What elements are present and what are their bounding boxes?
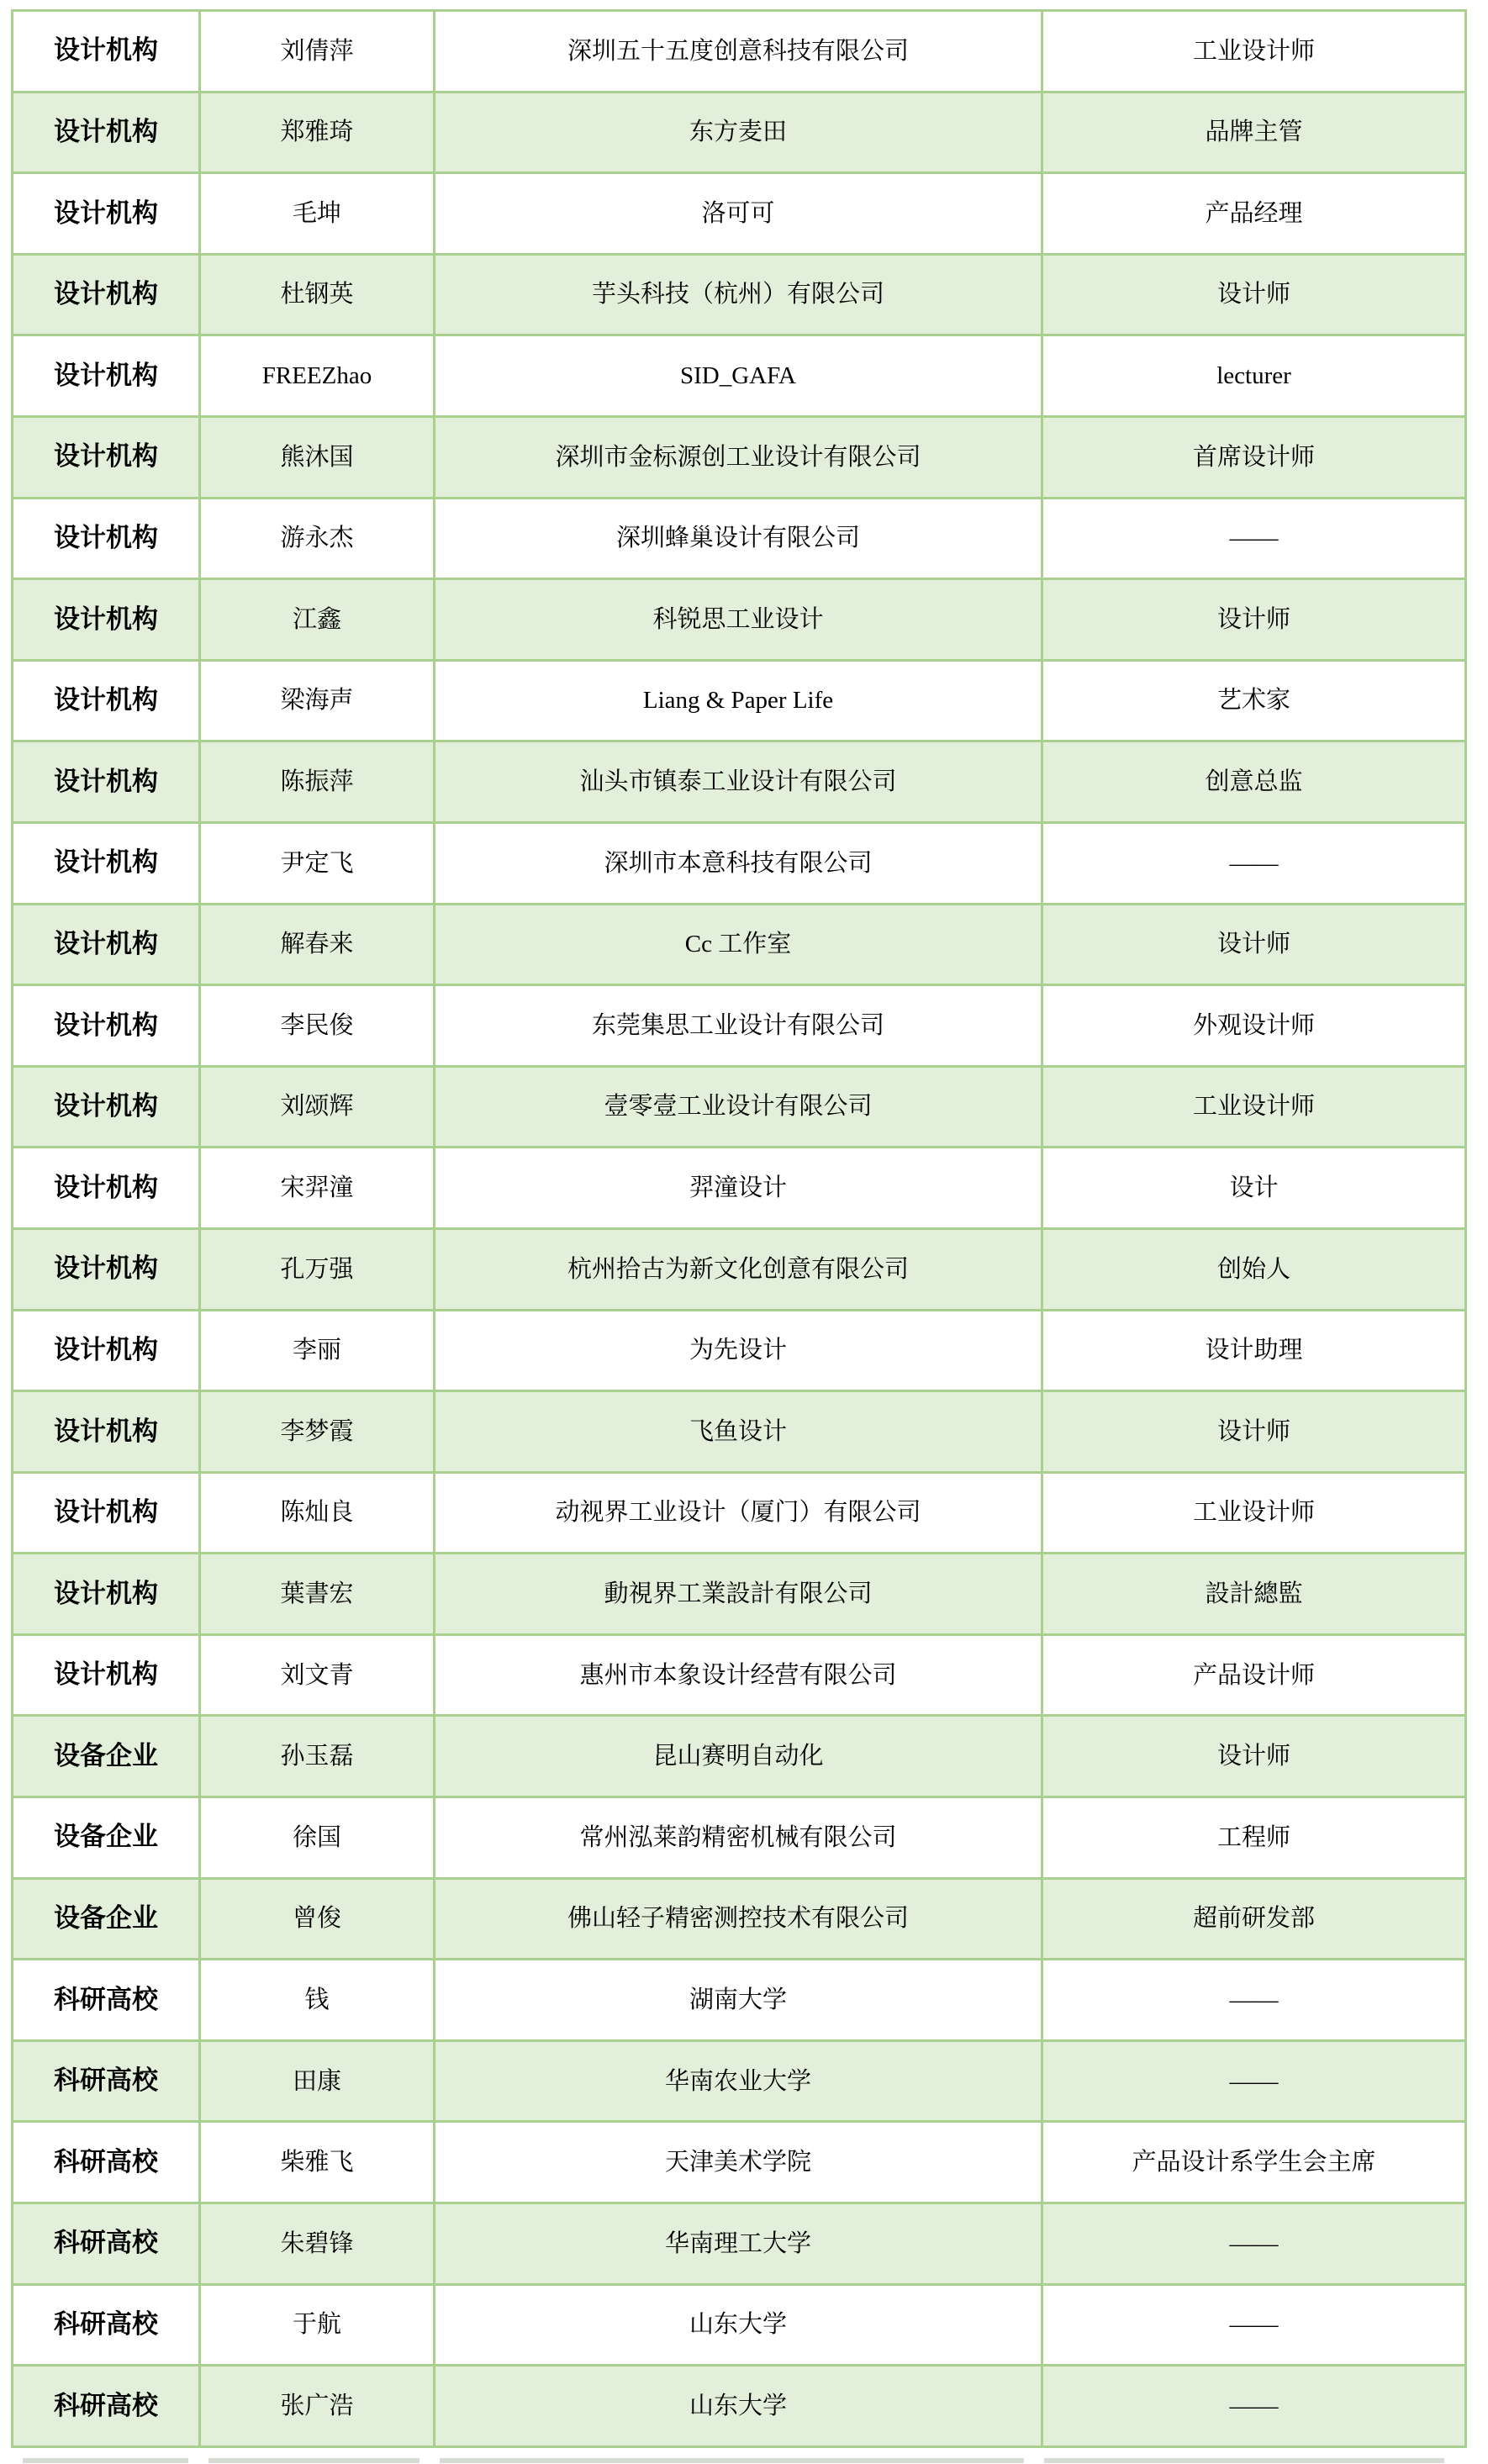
- category-cell: 设备企业: [13, 1878, 200, 1960]
- name-cell: 朱碧锋: [200, 2203, 435, 2285]
- category-cell: 设计机构: [13, 1310, 200, 1391]
- table-row: [13, 416, 1466, 498]
- table-row: [13, 1634, 1466, 1716]
- name-cell: 曾俊: [200, 1878, 435, 1960]
- company-cell: 羿潼设计: [435, 1148, 1042, 1229]
- member-table: [11, 9, 1467, 2448]
- table-row: [13, 904, 1466, 985]
- company-cell: 常州泓莱韵精密机械有限公司: [435, 1797, 1042, 1879]
- category-cell: 科研高校: [13, 1960, 200, 2041]
- table-row: [13, 579, 1466, 661]
- table-row: [13, 822, 1466, 904]
- name-cell: 江鑫: [200, 579, 435, 661]
- name-cell: 陈灿良: [200, 1472, 435, 1554]
- table-row: [13, 1878, 1466, 1960]
- table-row: [13, 92, 1466, 173]
- company-cell: 为先设计: [435, 1310, 1042, 1391]
- name-cell: 柴雅飞: [200, 2122, 435, 2203]
- title-cell: 设计师: [1042, 579, 1466, 661]
- table-row: [13, 1228, 1466, 1310]
- category-cell: 设计机构: [13, 660, 200, 741]
- company-cell: 動視界工業設計有限公司: [435, 1554, 1042, 1635]
- title-cell: ——: [1042, 2203, 1466, 2285]
- company-cell: 飞鱼设计: [435, 1391, 1042, 1473]
- table-row: [13, 1960, 1466, 2041]
- category-cell: 科研高校: [13, 2040, 200, 2122]
- table-row: [13, 1716, 1466, 1797]
- category-cell: 科研高校: [13, 2366, 200, 2447]
- table-row: [13, 335, 1466, 417]
- name-cell: 徐国: [200, 1797, 435, 1879]
- category-cell: 设计机构: [13, 416, 200, 498]
- category-cell: 设计机构: [13, 173, 200, 255]
- table-row: [13, 1310, 1466, 1391]
- name-cell: 梁海声: [200, 660, 435, 741]
- category-cell: 设计机构: [13, 985, 200, 1067]
- sliver-cell: [208, 2458, 419, 2463]
- company-cell: 东方麦田: [435, 92, 1042, 173]
- name-cell: 刘文青: [200, 1634, 435, 1716]
- company-cell: 深圳市本意科技有限公司: [435, 822, 1042, 904]
- company-cell: 惠州市本象设计经营有限公司: [435, 1634, 1042, 1716]
- company-cell: 华南农业大学: [435, 2040, 1042, 2122]
- title-cell: ——: [1042, 2284, 1466, 2366]
- name-cell: 孔万强: [200, 1228, 435, 1310]
- title-cell: lecturer: [1042, 335, 1466, 417]
- table-row: [13, 1148, 1466, 1229]
- table-row: [13, 2203, 1466, 2285]
- company-cell: 佛山轻子精密测控技术有限公司: [435, 1878, 1042, 1960]
- title-cell: 设计师: [1042, 904, 1466, 985]
- company-cell: 深圳市金标源创工业设计有限公司: [435, 416, 1042, 498]
- company-cell: Liang & Paper Life: [435, 660, 1042, 741]
- title-cell: 艺术家: [1042, 660, 1466, 741]
- name-cell: FREEZhao: [200, 335, 435, 417]
- table-row: [13, 11, 1466, 92]
- sliver-cell: [440, 2458, 1024, 2463]
- title-cell: 设计助理: [1042, 1310, 1466, 1391]
- title-cell: 创意总监: [1042, 741, 1466, 823]
- name-cell: 尹定飞: [200, 822, 435, 904]
- table-row: [13, 173, 1466, 255]
- table-row: [13, 985, 1466, 1067]
- category-cell: 设计机构: [13, 904, 200, 985]
- category-cell: 科研高校: [13, 2122, 200, 2203]
- table-row: [13, 498, 1466, 579]
- spreadsheet-table-region: [11, 9, 1467, 2448]
- name-cell: 孙玉磊: [200, 1716, 435, 1797]
- member-table-body: [13, 11, 1466, 2447]
- title-cell: 工业设计师: [1042, 11, 1466, 92]
- company-cell: 湖南大学: [435, 1960, 1042, 2041]
- name-cell: 李丽: [200, 1310, 435, 1391]
- name-cell: 解春来: [200, 904, 435, 985]
- title-cell: 工程师: [1042, 1797, 1466, 1879]
- category-cell: 设计机构: [13, 335, 200, 417]
- name-cell: 张广浩: [200, 2366, 435, 2447]
- sliver-cell: [1044, 2458, 1444, 2463]
- table-row: [13, 2284, 1466, 2366]
- table-row: [13, 1472, 1466, 1554]
- company-cell: 汕头市镇泰工业设计有限公司: [435, 741, 1042, 823]
- name-cell: 李梦霞: [200, 1391, 435, 1473]
- title-cell: ——: [1042, 2040, 1466, 2122]
- sliver-cell: [23, 2458, 188, 2463]
- table-row: [13, 741, 1466, 823]
- name-cell: 杜钢英: [200, 254, 435, 335]
- category-cell: 设计机构: [13, 1554, 200, 1635]
- category-cell: 设计机构: [13, 254, 200, 335]
- cut-off-next-row-sliver: [11, 2458, 1464, 2463]
- company-cell: 山东大学: [435, 2284, 1042, 2366]
- category-cell: 设计机构: [13, 1148, 200, 1229]
- title-cell: 产品设计师: [1042, 1634, 1466, 1716]
- category-cell: 设计机构: [13, 1391, 200, 1473]
- name-cell: 田康: [200, 2040, 435, 2122]
- company-cell: 科锐思工业设计: [435, 579, 1042, 661]
- category-cell: 设备企业: [13, 1797, 200, 1879]
- category-cell: 设计机构: [13, 1472, 200, 1554]
- category-cell: 设计机构: [13, 741, 200, 823]
- title-cell: 工业设计师: [1042, 1066, 1466, 1148]
- name-cell: 刘倩萍: [200, 11, 435, 92]
- company-cell: 杭州拾古为新文化创意有限公司: [435, 1228, 1042, 1310]
- name-cell: 郑雅琦: [200, 92, 435, 173]
- title-cell: ——: [1042, 1960, 1466, 2041]
- category-cell: 科研高校: [13, 2284, 200, 2366]
- title-cell: ——: [1042, 822, 1466, 904]
- company-cell: 壹零壹工业设计有限公司: [435, 1066, 1042, 1148]
- company-cell: 洛可可: [435, 173, 1042, 255]
- name-cell: 宋羿潼: [200, 1148, 435, 1229]
- title-cell: 工业设计师: [1042, 1472, 1466, 1554]
- title-cell: 設計總監: [1042, 1554, 1466, 1635]
- category-cell: 设计机构: [13, 1228, 200, 1310]
- category-cell: 设计机构: [13, 822, 200, 904]
- title-cell: 外观设计师: [1042, 985, 1466, 1067]
- title-cell: 创始人: [1042, 1228, 1466, 1310]
- title-cell: 设计: [1042, 1148, 1466, 1229]
- table-row: [13, 2122, 1466, 2203]
- company-cell: 深圳五十五度创意科技有限公司: [435, 11, 1042, 92]
- name-cell: 钱: [200, 1960, 435, 2041]
- title-cell: 设计师: [1042, 1391, 1466, 1473]
- name-cell: 熊沐国: [200, 416, 435, 498]
- title-cell: 设计师: [1042, 1716, 1466, 1797]
- title-cell: 设计师: [1042, 254, 1466, 335]
- company-cell: 东莞集思工业设计有限公司: [435, 985, 1042, 1067]
- table-row: [13, 254, 1466, 335]
- title-cell: ——: [1042, 498, 1466, 579]
- name-cell: 于航: [200, 2284, 435, 2366]
- title-cell: 首席设计师: [1042, 416, 1466, 498]
- company-cell: 昆山赛明自动化: [435, 1716, 1042, 1797]
- company-cell: 山东大学: [435, 2366, 1042, 2447]
- category-cell: 设计机构: [13, 579, 200, 661]
- category-cell: 设计机构: [13, 498, 200, 579]
- table-row: [13, 1554, 1466, 1635]
- title-cell: 品牌主管: [1042, 92, 1466, 173]
- company-cell: 天津美术学院: [435, 2122, 1042, 2203]
- name-cell: 葉書宏: [200, 1554, 435, 1635]
- table-row: [13, 2366, 1466, 2447]
- category-cell: 设备企业: [13, 1716, 200, 1797]
- title-cell: 产品设计系学生会主席: [1042, 2122, 1466, 2203]
- table-row: [13, 660, 1466, 741]
- category-cell: 设计机构: [13, 92, 200, 173]
- name-cell: 陈振萍: [200, 741, 435, 823]
- name-cell: 毛坤: [200, 173, 435, 255]
- table-row: [13, 1066, 1466, 1148]
- name-cell: 李民俊: [200, 985, 435, 1067]
- table-row: [13, 1391, 1466, 1473]
- name-cell: 刘颂辉: [200, 1066, 435, 1148]
- category-cell: 设计机构: [13, 11, 200, 92]
- name-cell: 游永杰: [200, 498, 435, 579]
- company-cell: SID_GAFA: [435, 335, 1042, 417]
- title-cell: ——: [1042, 2366, 1466, 2447]
- company-cell: 芋头科技（杭州）有限公司: [435, 254, 1042, 335]
- company-cell: Cc 工作室: [435, 904, 1042, 985]
- title-cell: 超前研发部: [1042, 1878, 1466, 1960]
- table-row: [13, 2040, 1466, 2122]
- company-cell: 深圳蜂巢设计有限公司: [435, 498, 1042, 579]
- company-cell: 动视界工业设计（厦门）有限公司: [435, 1472, 1042, 1554]
- category-cell: 科研高校: [13, 2203, 200, 2285]
- company-cell: 华南理工大学: [435, 2203, 1042, 2285]
- category-cell: 设计机构: [13, 1634, 200, 1716]
- table-row: [13, 1797, 1466, 1879]
- category-cell: 设计机构: [13, 1066, 200, 1148]
- title-cell: 产品经理: [1042, 173, 1466, 255]
